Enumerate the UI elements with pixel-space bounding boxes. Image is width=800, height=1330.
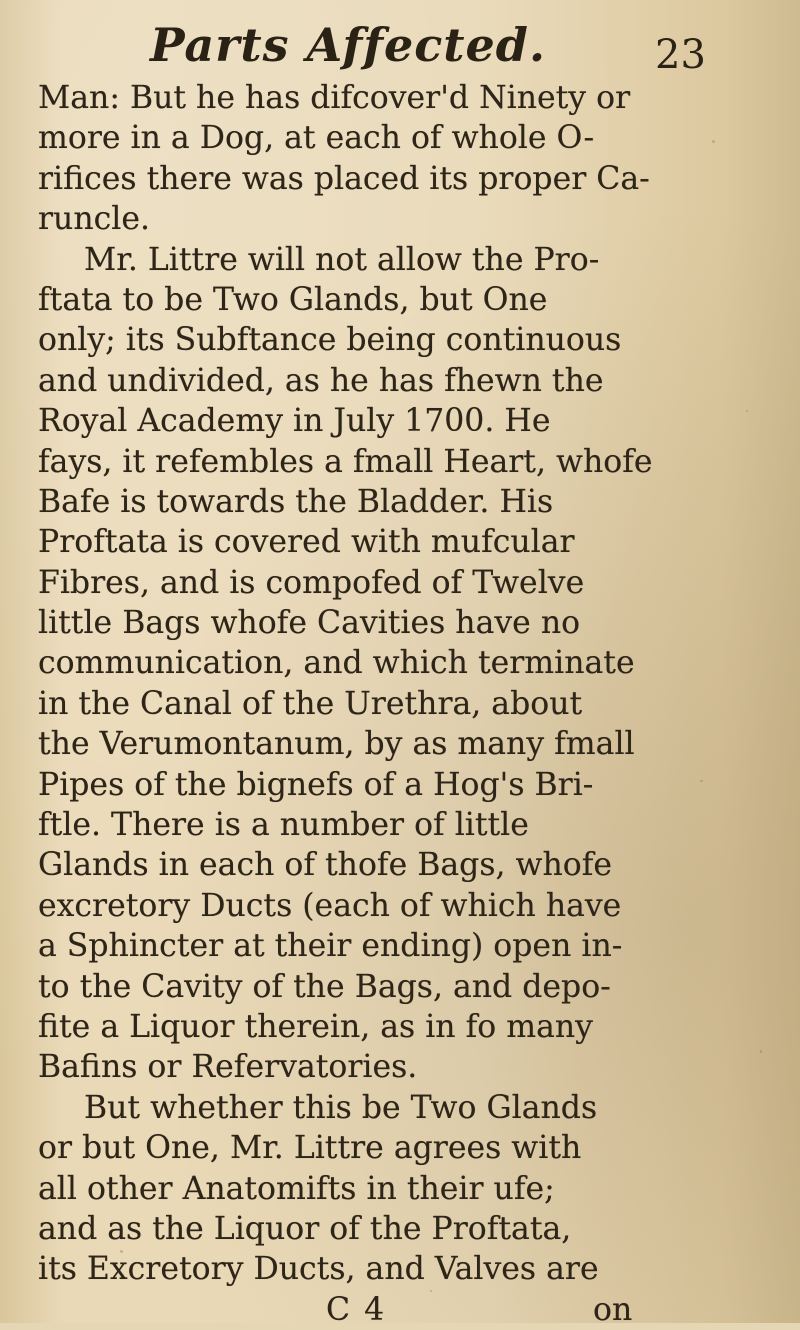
catch-line [38,1290,638,1330]
text-line: to the Cavity of the Bags, and depo- [38,968,611,1005]
running-head: Parts Affected. [150,18,546,72]
body-text [38,78,653,1330]
text-line: Mr. Littre will not allow the Pro- [84,241,600,278]
text-line: Bafins or Refervatories. [38,1049,418,1086]
text-line: fite a Liquor therein, as in fo many [38,1008,593,1045]
text-line: Bafe is towards the Bladder. His [38,483,554,520]
text-line: rifices there was placed its proper Ca- [38,160,650,197]
paper-speckle [746,410,748,412]
text-line: Fibres, and is compofed of Twelve [38,564,585,601]
text-line: and undivided, as he has fhewn the [38,362,604,399]
text-line: Royal Academy in July 1700. He [38,403,551,440]
text-line: little Bags whofe Cavities have no [38,605,581,642]
text-line: ftle. There is a number of little [38,807,529,844]
text-line: or but One, Mr. Littre agrees with [38,1130,582,1167]
text-line: communication, and which terminate [38,645,635,682]
paper-speckle [700,780,703,782]
text-line: and as the Liquor of the Proftata, [38,1210,572,1247]
text-line: Proftata is covered with mufcular [38,524,575,561]
signature-mark: C 4 [326,1291,387,1328]
text-line: only; its Subftance being continuous [38,322,622,359]
text-line: all other Anatomifts in their ufe; [38,1170,555,1207]
text-line: a Sphincter at their ending) open in- [38,928,623,965]
text-line: runcle. [38,201,151,238]
page-number: 23 [655,32,706,78]
text-line: excretory Ducts (each of which have [38,887,622,924]
text-line: Man: But he has difcover'd Ninety or [38,80,631,116]
text-line: the Verumontanum, by as many fmall [38,726,635,763]
paper-speckle [712,140,715,143]
text-line: Pipes of the bignefs of a Hog's Bri- [38,766,594,803]
page-header [0,8,800,78]
text-line: fays, it refembles a fmall Heart, whofe [38,443,653,480]
text-line: its Excretory Ducts, and Valves are [38,1251,599,1288]
text-line: more in a Dog, at each of whole O- [38,120,595,157]
text-line: Glands in each of thofe Bags, whofe [38,847,613,884]
text-line: in the Canal of the Urethra, about [38,685,583,722]
catchword: on [593,1291,633,1328]
paper-speckle [760,1050,762,1053]
text-line: But whether this be Two Glands [84,1089,598,1126]
text-line: ftata to be Two Glands, but One [38,281,548,318]
